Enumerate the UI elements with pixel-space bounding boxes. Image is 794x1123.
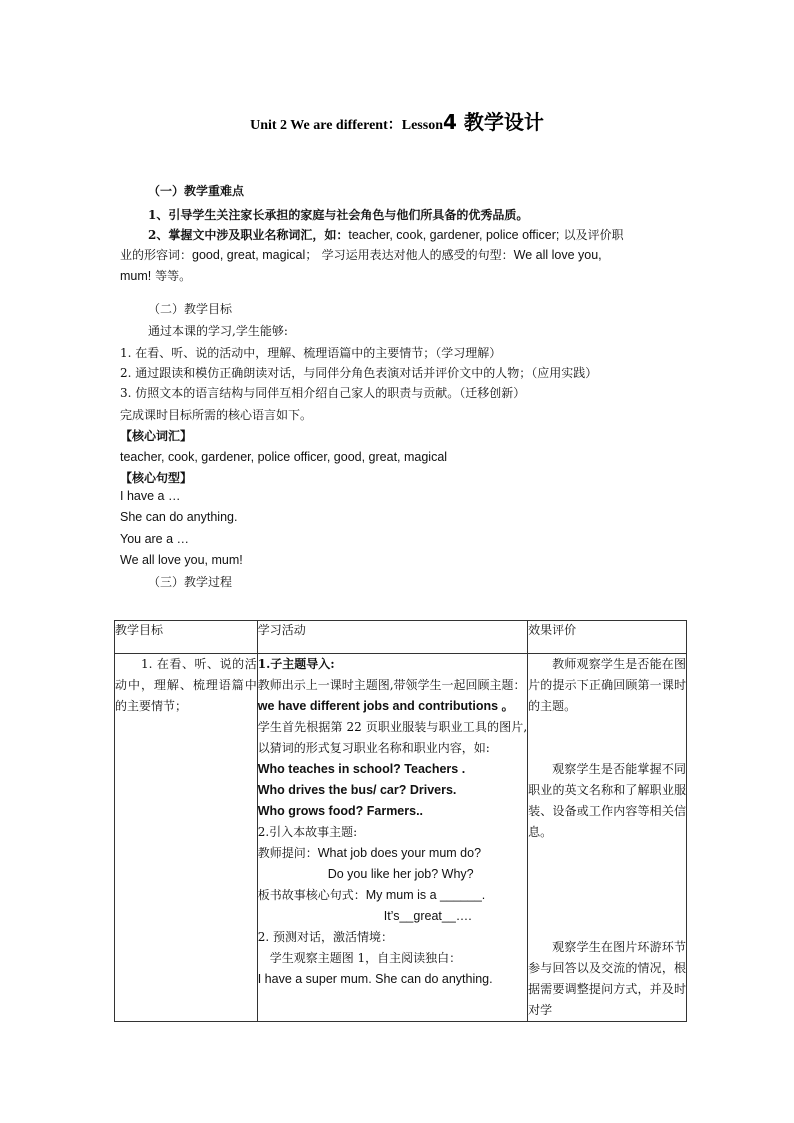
core-language-note: 完成课时目标所需的核心语言如下。 bbox=[120, 408, 313, 422]
teacher-question-en: What job does your mum do? bbox=[317, 846, 482, 860]
sentence-heading: 【核心句型】 bbox=[120, 471, 193, 485]
title-prefix: Unit 2 We are different：Lesson bbox=[250, 118, 443, 133]
key-point-2-line1 bbox=[148, 227, 624, 243]
key-point-2-line3-en: mum! bbox=[120, 269, 152, 283]
key-point-2-line2-en2: We all love you, bbox=[513, 248, 602, 262]
document-title bbox=[0, 106, 794, 135]
board-sentence-en: My mum is a ______. bbox=[365, 888, 486, 902]
header-evaluation: 效果评价 bbox=[528, 621, 687, 654]
evaluation-3: 观察学生在图片环游环节参与回答以及交流的情况，根据需要调整提问方式，并及时对学 bbox=[528, 940, 686, 1017]
header-goal: 教学目标 bbox=[115, 621, 258, 654]
evaluation-cell bbox=[528, 654, 687, 1022]
review-question-1: Who teaches in school? Teachers . bbox=[257, 762, 466, 776]
board-sentence-2 bbox=[258, 906, 527, 927]
table-header-row bbox=[115, 621, 687, 654]
section1-heading: （一）教学重难点 bbox=[148, 184, 245, 198]
title-lesson-label: 4 教学设计 bbox=[443, 110, 544, 134]
board-sentence bbox=[258, 885, 527, 906]
review-question-2: Who drives the bus/ car? Drivers. bbox=[257, 783, 457, 797]
teacher-question bbox=[258, 843, 527, 864]
key-point-2-en: teacher, cook, gardener, police officer; bbox=[348, 228, 560, 242]
key-point-1: 1、引导学生关注家长承担的家庭与社会角色与他们所具备的优秀品质。 bbox=[148, 208, 529, 222]
key-point-2-line2-tail: 学习运用表达对他人的感受的句型： bbox=[321, 248, 514, 262]
vocab-heading: 【核心词汇】 bbox=[120, 429, 193, 443]
key-point-2-line3 bbox=[120, 268, 191, 284]
evaluation-spacer-1 bbox=[528, 717, 686, 759]
goal-3: 3. 仿照文本的语言结构与同伴互相介绍自己家人的职责与贡献。（迁移创新） bbox=[120, 386, 526, 400]
board-sentence-cn: 板书故事核心句式： bbox=[257, 888, 366, 902]
evaluation-spacer-2 bbox=[528, 843, 686, 937]
header-activity: 学习活动 bbox=[257, 621, 527, 654]
goal-cell-text: 1. 在看、听、说的活动中，理解、梳理语篇中的主要情节； bbox=[115, 657, 257, 713]
evaluation-1: 教师观察学生是否能在图片的提示下正确回顾第一课时的主题。 bbox=[528, 657, 686, 713]
board-sentence-2-pre: It’s bbox=[383, 909, 400, 923]
activity-2-title: 2.引入本故事主题: bbox=[257, 825, 358, 839]
teacher-question-cn: 教师提问： bbox=[257, 846, 318, 860]
key-point-2-tail: 以及评价职 bbox=[563, 228, 624, 242]
teaching-process-table bbox=[114, 620, 687, 1022]
activity-1b-text: 学生首先根据第 22 页职业服装与职业工具的图片, 以猜词的形式复习职业名称和职业内容，如: bbox=[257, 720, 528, 755]
evaluation-2: 观察学生是否能掌握不同职业的英文名称和了解职业服装、设备或工作内容等相关信息。 bbox=[528, 762, 686, 839]
goal-2: 2. 通过跟读和模仿正确朗读对话，与同伴分角色表演对话并评价文中的人物；（应用实践） bbox=[120, 366, 598, 380]
activity-3-title: 2. 预测对话，激活情境： bbox=[257, 930, 393, 944]
section3-heading: （三）教学过程 bbox=[148, 575, 233, 589]
activity-1-theme: we have different jobs and contributions 。 bbox=[257, 699, 515, 713]
key-point-2-line3-tail: 等等。 bbox=[155, 269, 192, 283]
activity-3-monologue: I have a super mum. She can do anything. bbox=[257, 972, 493, 986]
key-point-2-line2-cn: 业的形容词： bbox=[120, 248, 193, 262]
activity-1-text: 教师出示上一课时主题图,带领学生一起回顾主题： bbox=[257, 678, 526, 692]
key-point-2-line2 bbox=[120, 247, 602, 263]
sentence-2: She can do anything. bbox=[120, 510, 238, 524]
goal-cell bbox=[115, 654, 258, 1022]
activity-1-title: 1.子主题导入: bbox=[257, 657, 335, 671]
teacher-question-2: Do you like her job? Why? bbox=[327, 867, 474, 881]
section2-heading: （二）教学目标 bbox=[148, 302, 233, 316]
review-question-3: Who grows food? Farmers.. bbox=[257, 804, 424, 818]
key-point-2-line2-en: good, great, magical； bbox=[192, 248, 318, 262]
board-sentence-2-post: …. bbox=[455, 909, 472, 923]
activity-cell bbox=[257, 654, 527, 1022]
goal-1: 1. 在看、听、说的活动中，理解、梳理语篇中的主要情节；（学习理解） bbox=[120, 346, 502, 360]
vocab-list: teacher, cook, gardener, police officer, good, great, magical bbox=[120, 450, 448, 464]
board-sentence-2-word: __great__ bbox=[399, 909, 456, 923]
goals-intro: 通过本课的学习,学生能够: bbox=[148, 324, 288, 338]
sentence-1: I have a … bbox=[120, 489, 181, 503]
table-row bbox=[115, 654, 687, 1022]
key-point-2-cn: 2、掌握文中涉及职业名称词汇，如： bbox=[148, 228, 349, 242]
activity-3-text: 学生观察主题图 1，自主阅读独白： bbox=[269, 951, 462, 965]
sentence-4: We all love you, mum! bbox=[120, 553, 243, 567]
sentence-3: You are a … bbox=[120, 532, 190, 546]
